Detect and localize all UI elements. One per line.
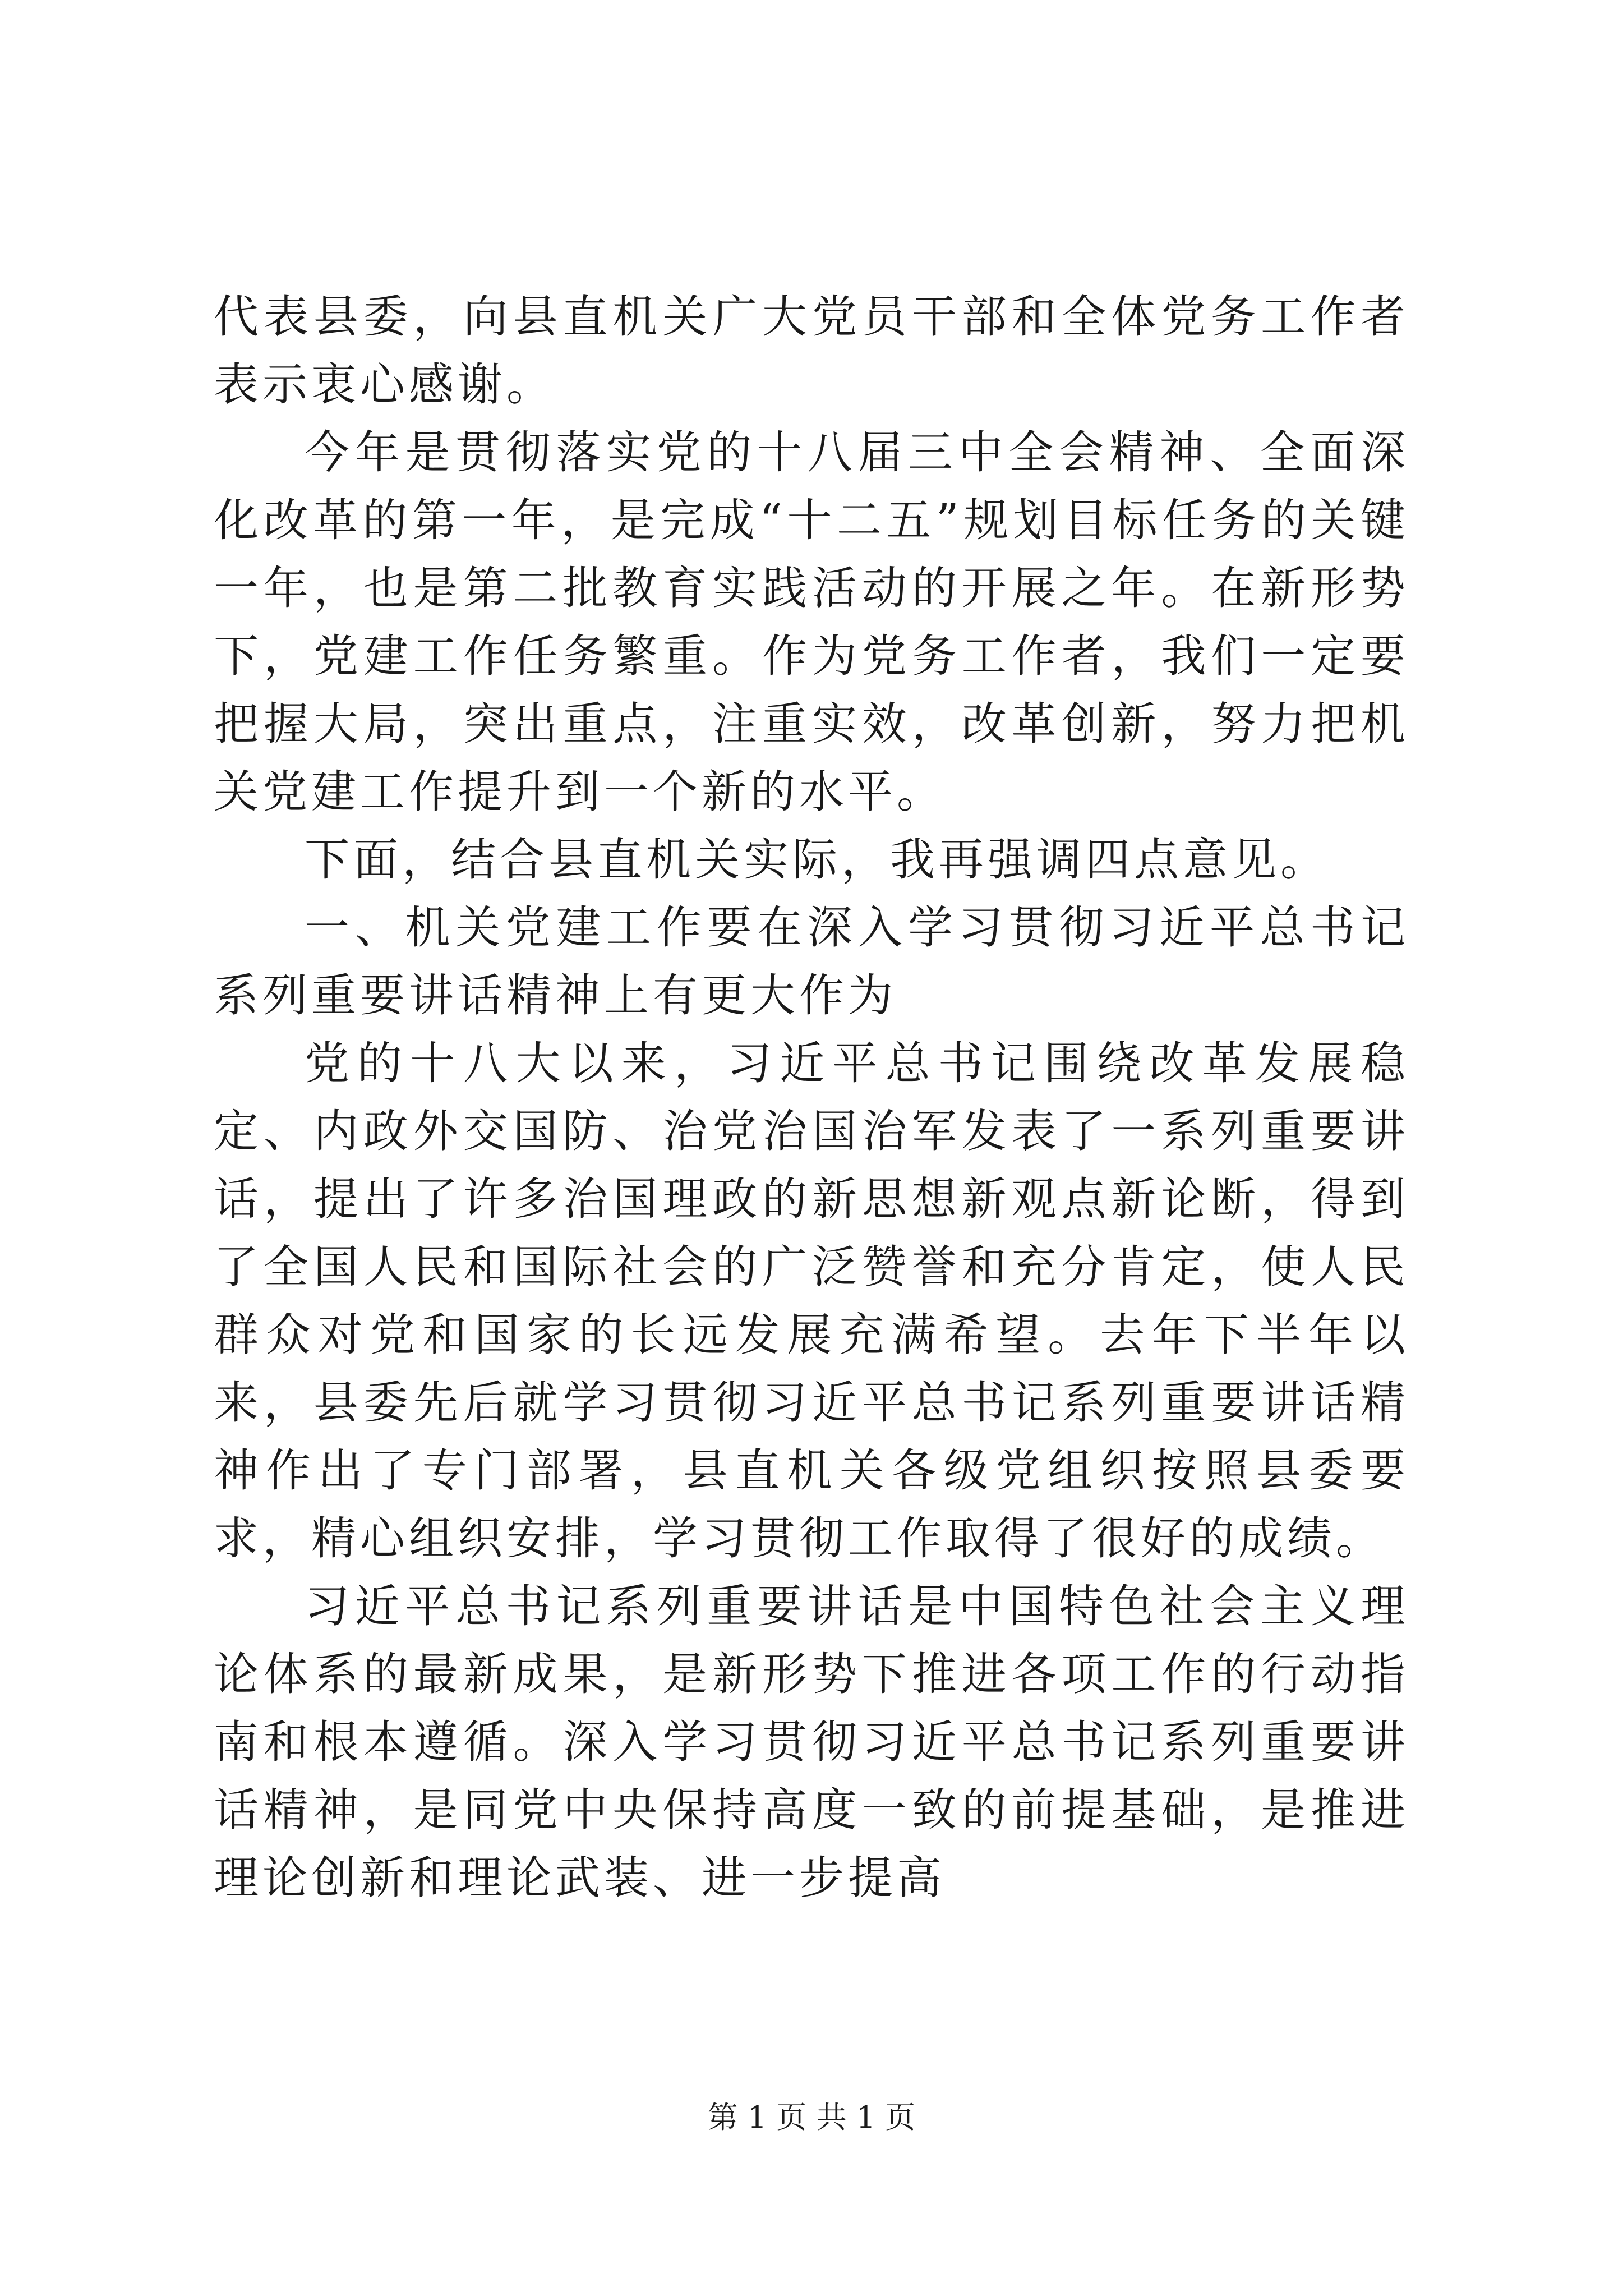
- paragraph-5: 习近平总书记系列重要讲话是中国特色社会主义理论体系的最新成果，是新形势下推进各项工作的行动指南和根本遵循。深入学习贯彻习近平总书记系列重要讲话精神，是同党中央保持高度一致的前提基础，是推进理论创新和理论武装、进一步提高: [214, 1580, 1409, 1904]
- page-number-footer: 第 1 页 共 1 页: [707, 2100, 916, 2135]
- paragraph-2: 今年是贯彻落实党的十八届三中全会精神、全面深化改革的第一年，是完成“十二五”规划目标任务的关键一年，也是第二批教育实践活动的开展之年。在新形势下，党建工作任务繁重。作为党务工作者，我们一定要把握大局，突出重点，注重实效，改革创新，努力把机关党建工作提升到一个新的水平。: [214, 426, 1409, 818]
- section-heading-1: 一、机关党建工作要在深入学习贯彻习近平总书记系列重要讲话精神上有更大作为: [214, 901, 1409, 1022]
- paragraph-4: 党的十八大以来，习近平总书记围绕改革发展稳定、内政外交国防、治党治国治军发表了一系列重要讲话，提出了许多治国理政的新思想新观点新论断，得到了全国人民和国际社会的广泛赞誉和充分肯定，使人民群众对党和国家的长远发展充满希望。去年下半年以来，县委先后就学习贯彻习近平总书记系列重要讲话精神作出了专门部署，县直机关各级党组织按照县委要求，精心组织安排，学习贯彻工作取得了很好的成绩。: [214, 1037, 1409, 1565]
- paragraph-3: 下面，结合县直机关实际，我再强调四点意见。: [305, 834, 1329, 886]
- paragraph-1: 代表县委，向县直机关广大党员干部和全体党务工作者表示衷心感谢。: [214, 291, 1409, 411]
- document-body: [214, 283, 1409, 1912]
